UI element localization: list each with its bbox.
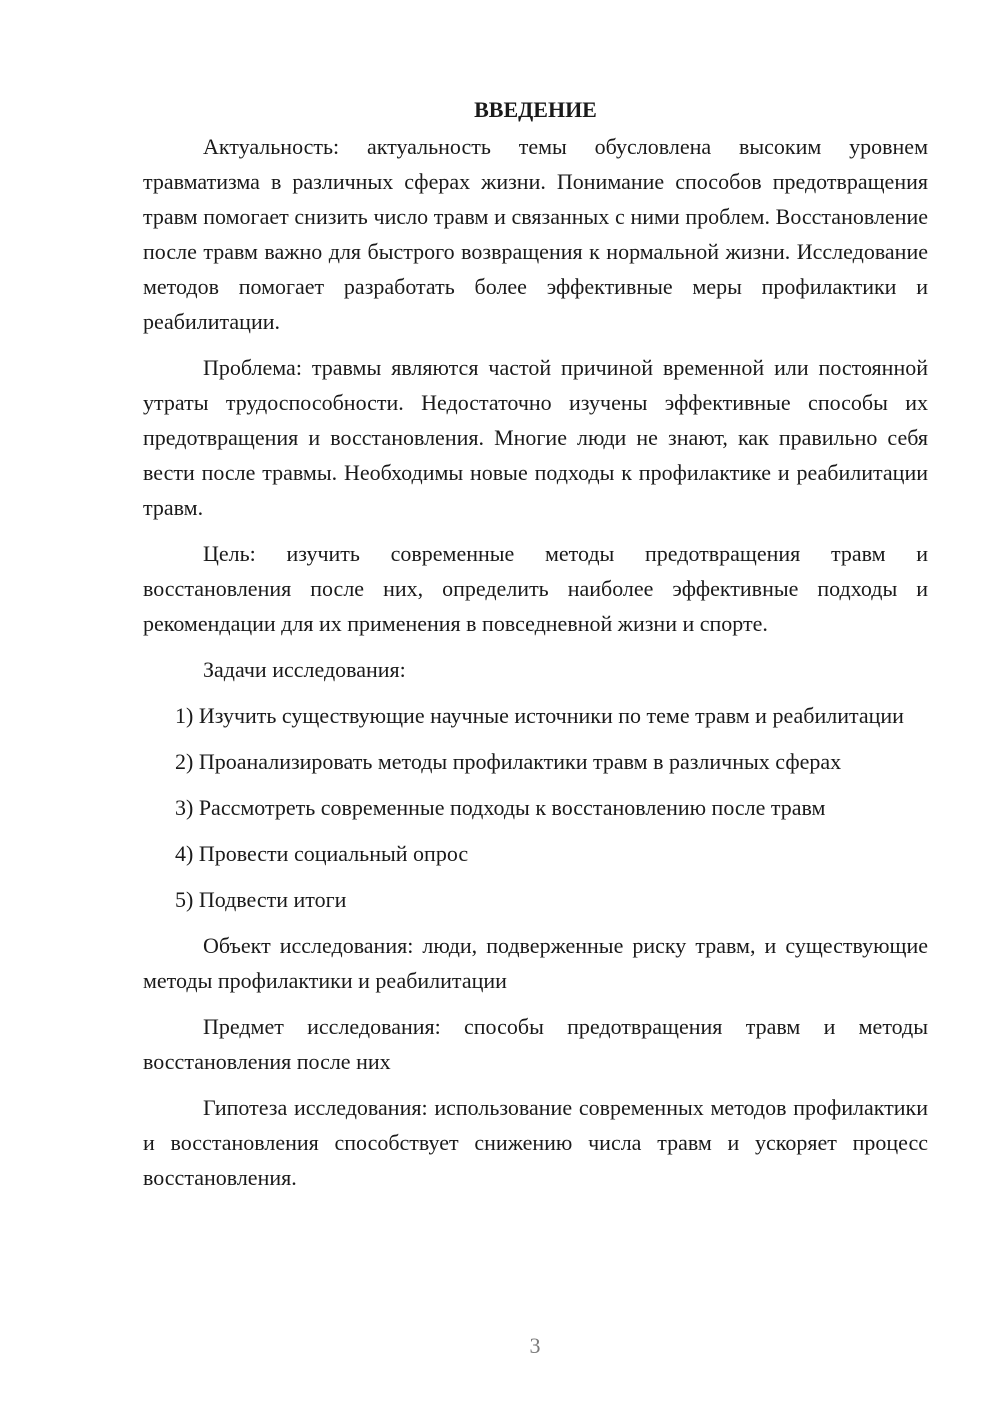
list-item: 4) Провести социальный опрос xyxy=(175,841,469,866)
page-content xyxy=(143,92,928,1206)
list-item: 3) Рассмотреть современные подходы к восстановлению после травм xyxy=(175,795,826,820)
paragraph-goal: Цель: изучить современные методы предотвращения травм и восстановления после них, определить наиболее эффективные подходы и рекомендации для их применения в повседневной жизни и спорте. xyxy=(143,541,928,636)
list-item: 5) Подвести итоги xyxy=(175,887,347,912)
list-item: 2) Проанализировать методы профилактики травм в различных сферах xyxy=(175,749,842,774)
paragraph-relevance: Актуальность: актуальность темы обусловлена высоким уровнем травматизма в различных сферах жизни. Понимание способов предотвращения травм помогает снизить число травм и связанных с ними проблем. Восстановление после травм важно для быстрого возвращения к нормальной жизни. Исследование методов помогает разработать более эффективные меры профилактики и реабилитации. xyxy=(143,134,928,334)
paragraph-hypothesis: Гипотеза исследования: использование современных методов профилактики и восстановления способствует снижению числа травм и ускоряет процесс восстановления. xyxy=(143,1095,928,1190)
paragraph-subject: Предмет исследования: способы предотвращения травм и методы восстановления после них xyxy=(143,1014,928,1074)
paragraph-problem: Проблема: травмы являются частой причиной временной или постоянной утраты трудоспособности. Недостаточно изучены эффективные способы их предотвращения и восстановления. Многие люди не знают, как правильно себя вести после травмы. Необходимы новые подходы к профилактике и реабилитации травм. xyxy=(143,355,928,520)
list-item: 1) Изучить существующие научные источники по теме травм и реабилитации xyxy=(175,703,904,728)
page-title: ВВЕДЕНИЕ xyxy=(474,97,597,122)
paragraph-object: Объект исследования: люди, подверженные риску травм, и существующие методы профилактики и реабилитации xyxy=(143,933,928,993)
page-number: 3 xyxy=(529,1333,541,1358)
tasks-heading: Задачи исследования: xyxy=(203,657,406,682)
tasks-list xyxy=(143,698,928,917)
